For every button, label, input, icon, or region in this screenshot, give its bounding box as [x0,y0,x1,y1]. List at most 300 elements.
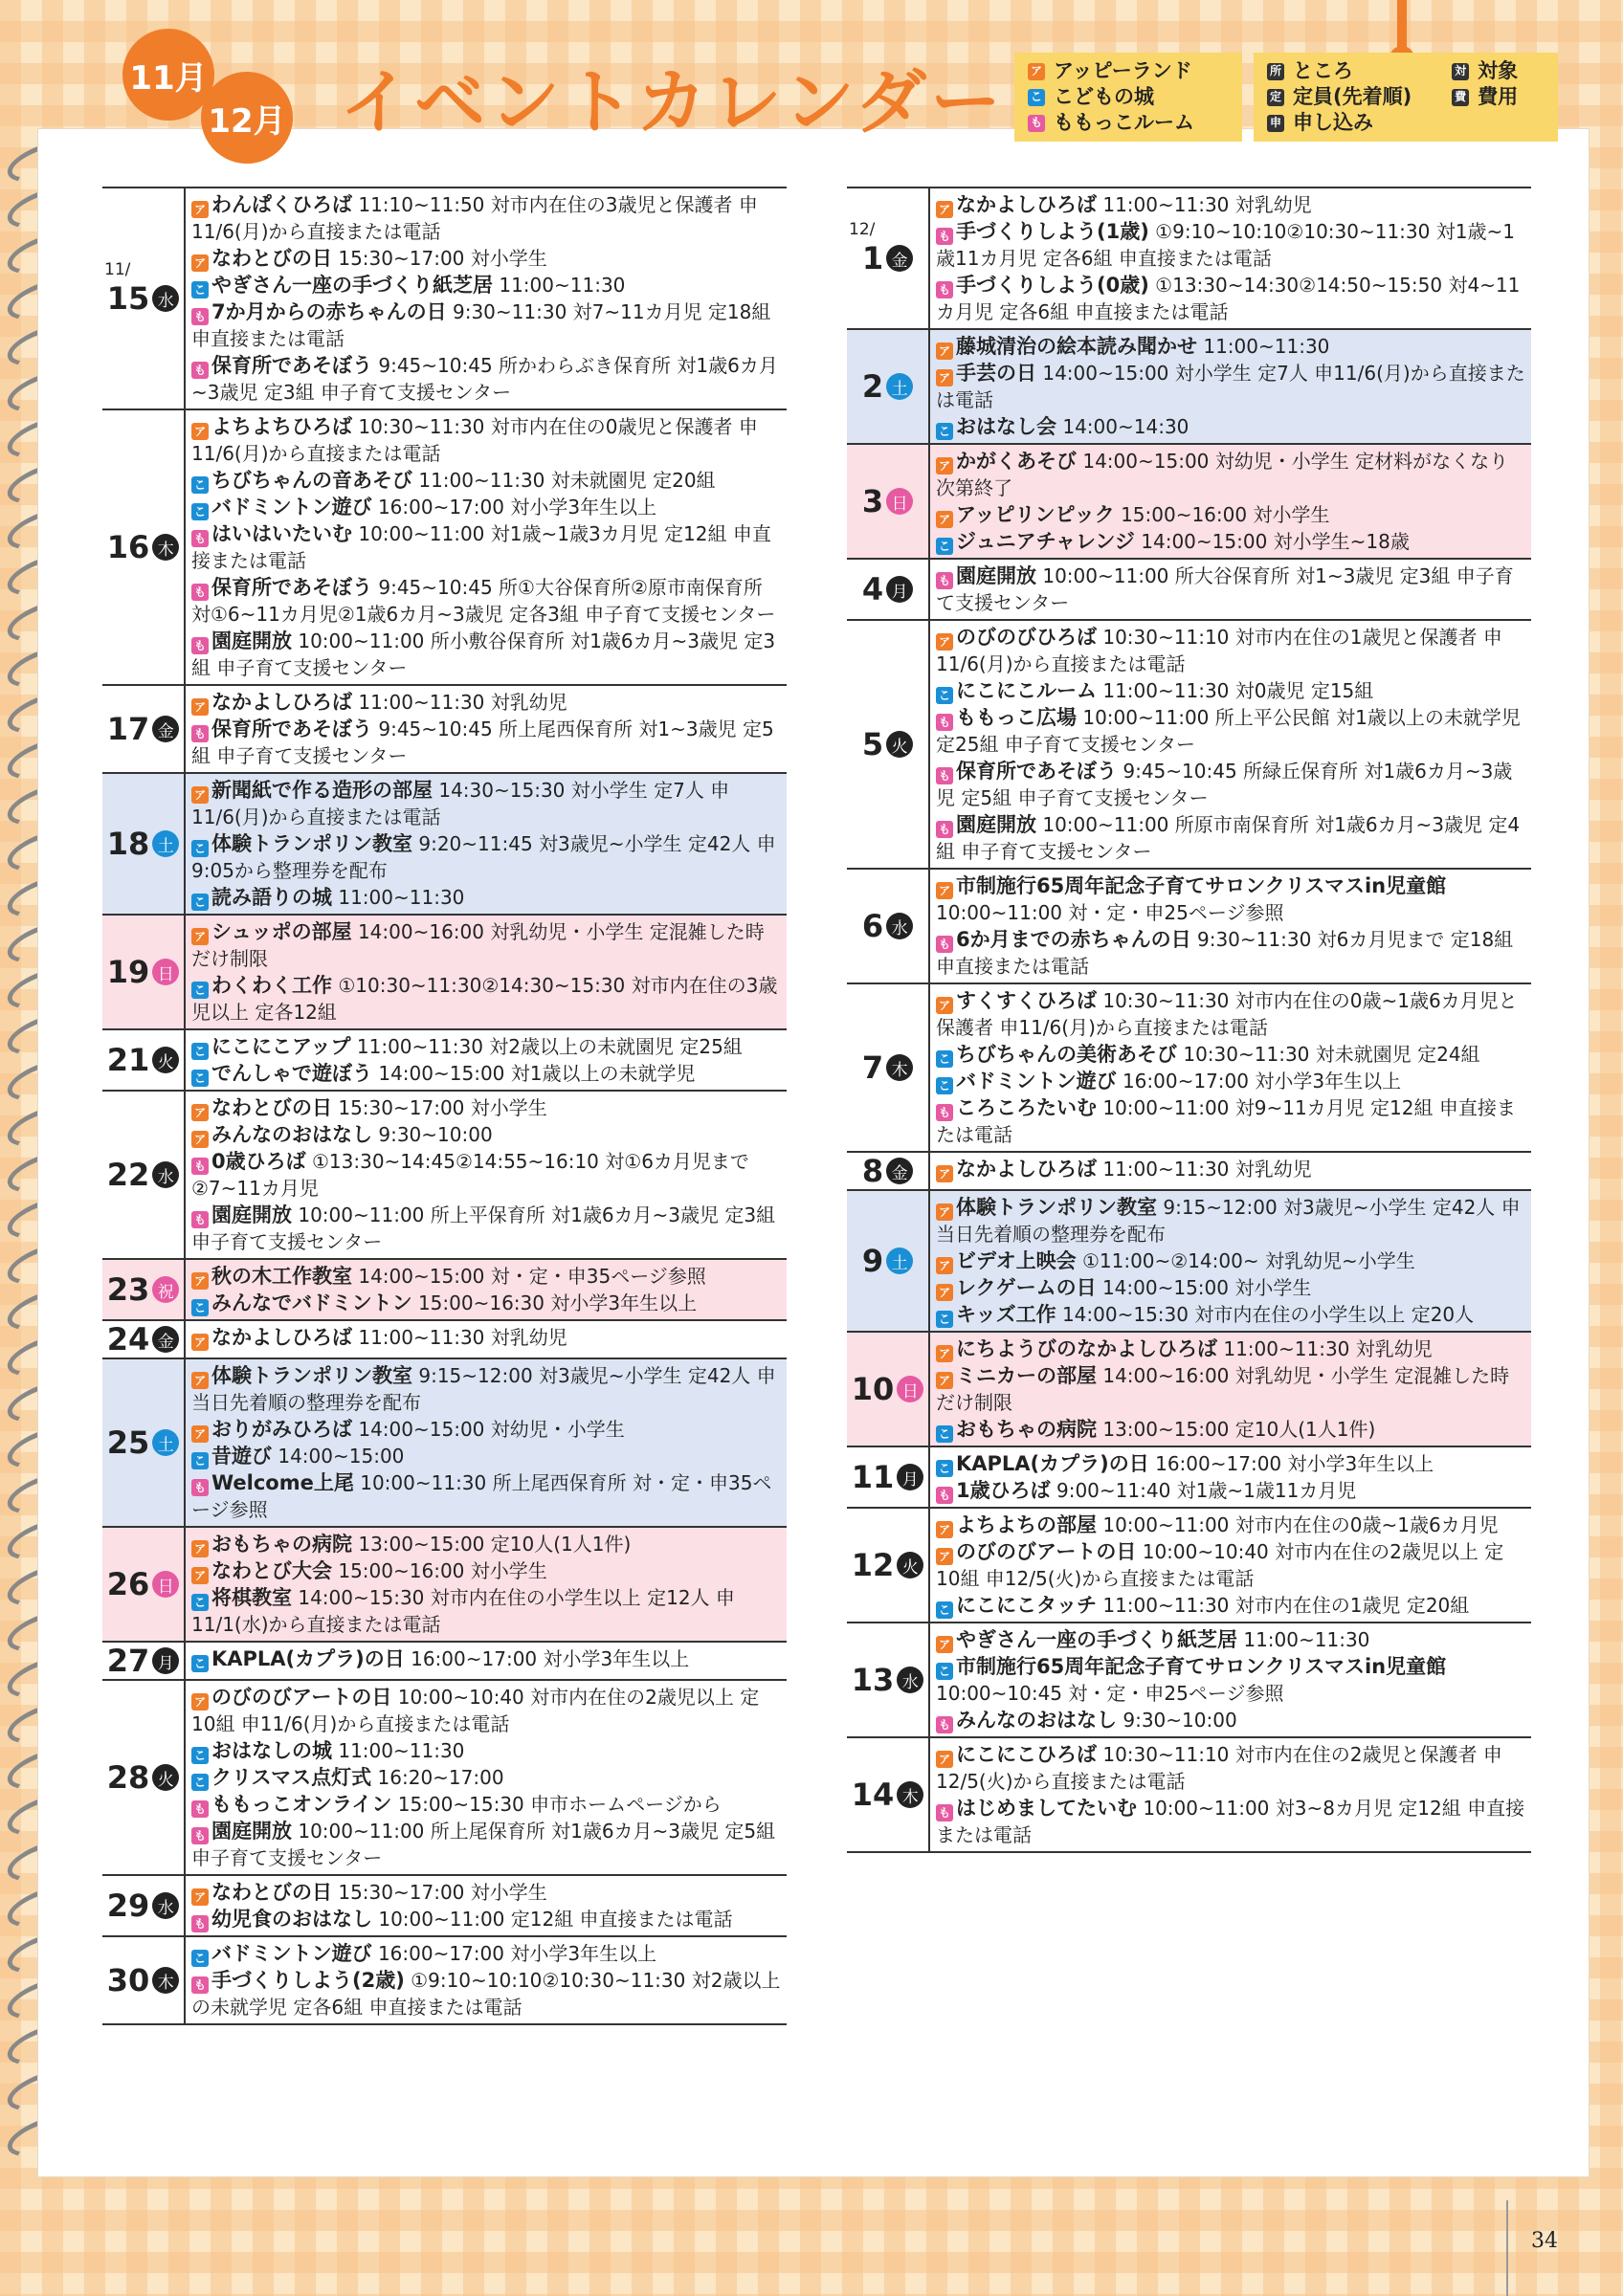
pin-icon [1397,0,1407,57]
event-name: よちよちの部屋 [956,1513,1097,1536]
event-item [191,1940,781,1967]
venue-badge: も [936,1716,953,1733]
venue-badge: も [936,281,953,298]
event-item [936,1741,1525,1795]
event-item [191,245,781,272]
abbreviation-code-badge: 所 [1267,63,1284,80]
venue-badge: ア [936,1636,953,1653]
venue-badge: ア [936,1165,953,1182]
date-cell [102,1528,184,1641]
event-name: アッピリンピック [956,503,1115,526]
event-item [191,520,781,574]
day-number: 13 [851,1662,895,1698]
venue-badge: ア [936,1345,953,1362]
event-detail: 13:00~15:00 定10人(1人1件) [358,1533,632,1556]
day-number: 26 [106,1566,150,1602]
event-detail: 11:00~11:30 対0歳児 定15組 [1102,679,1374,702]
event-name: なかよしひろば [211,1326,352,1349]
event-item [936,926,1525,980]
event-item [191,918,781,972]
event-item [936,1416,1525,1443]
event-detail: ①10:30~11:30②14:30~15:30 対市内在住の3歳児以上 定各12組 [191,974,778,1024]
event-detail: 9:00~11:40 対1歳~1歳11カ月児 [1056,1479,1357,1502]
weekday-badge: 土 [886,373,913,400]
event-detail: 15:30~17:00 対小学生 [338,1096,547,1119]
event-detail: 10:00~11:00 対・定・申25ページ参照 [936,901,1284,924]
event-item [936,360,1525,413]
date-cell [102,774,184,914]
venue-badge: ア [936,1372,953,1389]
event-detail: 11:00~11:30 対乳幼児 [358,1326,567,1349]
abbreviation-label: 費用 [1478,85,1519,108]
venue-badge: も [191,1827,209,1844]
event-detail: 16:00~17:00 対小学3年生以上 [1122,1070,1402,1093]
venue-badge: も [191,1976,209,1994]
december-column [847,187,1531,1853]
event-detail: ①13:30~14:45②14:55~16:10 対①6カ月児まで②7~11カ月児 [191,1150,749,1200]
header [0,0,1623,144]
event-item [191,352,781,406]
weekday-badge: 日 [897,1376,923,1402]
date-cell [847,560,928,619]
event-name: 幼児食のおはなし [211,1908,372,1931]
day-number: 1 [861,240,884,276]
abbreviation-item [1452,84,1545,110]
venue-code-badge: ア [1028,63,1045,80]
event-item [191,1324,781,1351]
event-detail: 9:20~11:45 対3歳児~小学生 定42人 申9:05から整理券を配布 [191,832,776,882]
event-name: ビデオ上映会 [956,1249,1077,1272]
event-detail: 14:00~15:00 対幼児・小学生 [358,1418,625,1441]
event-detail: 10:00~11:30 所上尾西保育所 対・定・申35ページ参照 [191,1471,772,1521]
event-item [936,1477,1525,1504]
date-cell [847,445,928,558]
event-item [936,1795,1525,1848]
event-item [191,1362,781,1416]
event-item [936,872,1525,926]
venue-badge: ア [191,1334,209,1351]
venue-badge: こ [191,982,209,999]
event-item [191,413,781,467]
venue-badge: こ [191,1774,209,1791]
event-name: みんなでバドミントン [211,1292,412,1314]
venue-badge: も [191,362,209,379]
event-name: 読み語りの城 [211,886,332,909]
event-item [191,1202,781,1255]
date-cell [847,1191,928,1331]
event-list [184,1937,787,2023]
page-number: 34 [1531,2229,1558,2253]
event-name: みんなのおはなし [956,1709,1117,1732]
weekday-badge: 月 [152,1647,179,1674]
event-name: ジュニアチャレンジ [956,530,1135,553]
event-name: 将棋教室 [211,1586,292,1609]
event-name: 秋の木工作教室 [211,1265,352,1288]
event-item [191,830,781,884]
event-detail: 14:00~15:00 対・定・申35ページ参照 [358,1265,706,1288]
event-detail: 10:00~10:40 対市内在住の2歳児以上 定10組 申11/6(月)から直接または電話 [191,1686,760,1735]
event-detail: 10:00~11:00 所上平公民館 対1歳以上の未就学児 定25組 申子育て支援センター [936,706,1521,756]
event-item [191,884,781,911]
month-label: 11/ [104,260,131,279]
venue-label: こどもの城 [1054,85,1154,108]
calendar-day-row [847,868,1531,982]
venue-badge: こ [936,1663,953,1680]
event-name: 園庭開放 [956,813,1036,836]
event-item [191,1416,781,1443]
event-name: 園庭開放 [211,1203,292,1226]
venue-badge: ア [191,1372,209,1389]
event-item [936,1274,1525,1301]
calendar-day-row [847,558,1531,619]
event-name: 手づくりしよう(2歳) [211,1969,405,1992]
date-cell [102,916,184,1028]
event-name: はいはいたいむ [211,522,352,545]
event-item [936,1336,1525,1362]
event-name: すくすくひろば [956,989,1097,1012]
venue-badge: こ [936,538,953,555]
event-detail: 11:00~11:30 対市内在住の1歳児 定20組 [1102,1594,1470,1617]
venue-badge: こ [191,1452,209,1469]
weekday-badge: 金 [152,1326,179,1353]
event-item [191,777,781,830]
venue-badge: こ [936,1601,953,1619]
day-number: 27 [106,1643,150,1679]
event-item [191,716,781,769]
venue-badge: こ [936,1311,953,1328]
abbreviation-legend [1254,53,1558,142]
event-list [184,1030,787,1090]
event-name: KAPLA(カプラ)の日 [956,1452,1149,1475]
venue-badge: ア [936,882,953,899]
venue-badge: も [936,767,953,784]
event-name: はじめましてたいむ [956,1797,1137,1820]
calendar-day-row [102,772,787,914]
event-detail: 11:00~11:30 [338,1739,465,1762]
event-name: なわとび大会 [211,1559,332,1582]
event-name: でんしゃで遊ぼう [211,1062,372,1085]
date-cell [102,1260,184,1319]
event-name: おもちゃの病院 [211,1533,352,1556]
date-cell [847,188,928,328]
venue-badge: も [191,637,209,654]
event-item [191,1121,781,1148]
event-item [191,1967,781,2020]
calendar-day-row [102,1028,787,1090]
venue-badge: ア [936,369,953,386]
event-item [936,528,1525,555]
venue-badge: ア [191,254,209,272]
day-number: 11 [851,1459,895,1495]
event-name: 保育所であそぼう [211,718,372,740]
event-name: 園庭開放 [211,629,292,652]
date-cell [847,1738,928,1851]
day-number: 18 [106,826,150,862]
date-cell [102,686,184,772]
event-name: にこにこタッチ [956,1594,1097,1617]
weekday-badge: 木 [152,1967,179,1994]
venue-legend-item [1028,58,1229,84]
event-item [936,413,1525,440]
event-name: ももっこ広場 [956,706,1077,729]
venue-badge: ア [936,1521,953,1538]
event-item [936,1041,1525,1068]
event-item [191,1290,781,1316]
event-name: バドミントン遊び [211,496,372,519]
event-name: 園庭開放 [211,1820,292,1843]
event-list [184,1260,787,1319]
event-detail: 10:00~11:00 対1歳~1歳3カ月児 定12組 申直接または電話 [191,522,771,572]
venue-badge: も [936,572,953,589]
event-detail: 16:20~17:00 [377,1766,504,1789]
event-list [928,621,1531,868]
event-detail: ①11:00~②14:00~ 対乳幼児~小学生 [1081,1249,1415,1272]
event-name: おはなし会 [956,415,1056,438]
venue-badge: ア [936,511,953,528]
event-detail: 16:00~17:00 対小学3年生以上 [1155,1452,1434,1475]
event-name: おはなしの城 [211,1739,332,1762]
weekday-badge: 金 [886,1158,913,1184]
event-name: シュッポの部屋 [211,920,352,943]
venue-badge: ア [936,997,953,1014]
event-name: やぎさん一座の手づくり紙芝居 [211,274,493,297]
date-cell [102,1092,184,1258]
event-list [184,916,787,1028]
event-name: おもちゃの病院 [956,1418,1097,1441]
venue-badge: こ [191,1070,209,1087]
abbreviation-label: ところ [1293,59,1353,82]
event-item [936,1094,1525,1148]
venue-badge: も [191,1800,209,1818]
event-detail: 10:30~11:10 対市内在住の2歳児と保護者 申12/5(火)から直接または電話 [936,1743,1502,1793]
event-name: Welcome上尾 [211,1471,354,1494]
event-detail: 11:00~11:30 [1203,335,1330,358]
event-name: クリスマス点灯式 [211,1766,372,1789]
event-name: なわとびの日 [211,1881,332,1904]
event-item [936,272,1525,325]
event-detail: 10:30~11:30 対市内在住の0歳~1歳6カ月児と保護者 申11/6(月)から直接または電話 [936,989,1518,1039]
day-number: 7 [861,1049,884,1086]
event-name: ミニカーの部屋 [956,1364,1097,1387]
calendar-day-row [102,408,787,684]
event-item [191,1033,781,1060]
calendar-day-row [847,982,1531,1151]
date-cell [102,410,184,684]
weekday-badge: 水 [152,1892,179,1919]
event-detail: 15:00~15:30 申市ホームページから [397,1793,722,1816]
venue-badge: こ [191,281,209,298]
event-name: なかよしひろば [211,691,352,714]
date-cell [847,330,928,443]
day-number: 16 [106,529,150,565]
abbreviation-code-badge: 費 [1452,89,1469,106]
event-name: のびのびひろば [956,626,1097,649]
event-detail: 11:00~11:30 対乳幼児 [1102,1158,1312,1181]
event-item [936,1626,1525,1653]
event-detail: 9:45~10:45 所①大谷保育所②原市南保育所 対①6~11カ月児②1歳6カ月~3歳児 定各3組 申子育て支援センター [191,576,776,626]
abbreviation-label: 定員(先着順) [1293,85,1412,108]
event-detail: 10:00~11:00 所上尾保育所 対1歳6カ月~3歳児 定5組 申子育て支援センター [191,1820,776,1869]
event-name: わくわく工作 [211,974,332,997]
event-detail: 10:00~11:00 所大谷保育所 対1~3歳児 定3組 申子育て支援センター [936,564,1514,614]
event-list [928,1738,1531,1851]
event-item [191,1469,781,1523]
event-list [184,1359,787,1526]
venue-badge: ア [936,1548,953,1565]
event-name: 体験トランポリン教室 [211,1364,412,1387]
venue-badge: こ [191,1594,209,1611]
event-list [184,1321,787,1358]
event-detail: ①9:10~10:10②10:30~11:30 対1歳~1歳11カ月児 定各6組 申直接または電話 [936,220,1515,270]
date-cell [102,1321,184,1358]
event-list [184,1528,787,1641]
event-detail: 9:30~11:30 対6カ月児まで 定18組 申直接または電話 [936,928,1514,978]
event-list [928,1191,1531,1331]
day-number: 10 [851,1371,895,1407]
event-detail: 11:00~11:30 対2歳以上の未就園児 定25組 [356,1035,743,1058]
event-name: にこにこひろば [956,1743,1097,1766]
event-list [184,410,787,684]
event-name: 藤城清治の絵本読み聞かせ [956,335,1197,358]
venue-badge: ア [191,1567,209,1584]
event-detail: 9:15~12:00 対3歳児~小学生 定42人 申当日先着順の整理券を配布 [936,1196,1521,1246]
event-list [184,188,787,408]
venue-badge: こ [191,1043,209,1060]
event-item [936,1653,1525,1707]
weekday-badge: 金 [886,245,913,272]
event-item [936,1068,1525,1094]
date-cell [102,1876,184,1935]
venue-badge: ア [191,1888,209,1906]
abbreviation-item [1267,58,1438,84]
event-detail: 10:00~11:00 所原市南保育所 対1歳6カ月~3歳児 定4組 申子育て支援センター [936,813,1521,863]
venue-legend [1014,53,1242,142]
venue-badge: も [936,1104,953,1121]
calendar-day-row [102,187,787,408]
event-item [191,628,781,681]
calendar-day-row [847,619,1531,868]
event-detail: 15:00~16:00 対小学生 [338,1559,547,1582]
venue-badge: ア [191,1425,209,1443]
event-item [936,218,1525,272]
venue-badge: も [191,530,209,547]
day-number: 17 [106,711,150,747]
event-detail: 11:00~11:30 [499,274,626,297]
month-label: 12/ [849,220,876,239]
calendar-day-row [847,1151,1531,1189]
event-item [191,1645,781,1672]
calendar-day-row [102,1526,787,1641]
day-number: 24 [106,1321,150,1358]
venue-badge: ア [191,1131,209,1148]
event-detail: 14:00~15:00 対小学生 [1101,1276,1312,1299]
event-detail: 11:00~11:30 対乳幼児 [1223,1337,1433,1360]
event-name: 体験トランポリン教室 [956,1196,1157,1219]
event-list [928,984,1531,1151]
event-list [928,1509,1531,1622]
weekday-badge: 水 [886,913,913,939]
venue-badge: ア [191,1272,209,1290]
abbreviation-label: 対象 [1478,59,1519,82]
venue-badge: も [191,308,209,325]
event-name: キッズ工作 [956,1303,1056,1326]
venue-badge: こ [936,423,953,440]
event-name: なわとびの日 [211,247,332,270]
venue-badge: ア [191,786,209,804]
date-cell [847,1447,928,1507]
date-cell [847,984,928,1151]
event-detail: 11:00~11:30 [1243,1628,1370,1651]
event-list [928,1623,1531,1736]
event-detail: 11:10~11:50 対市内在住の3歳児と保護者 申11/6(月)から直接または電話 [191,193,758,243]
event-item [191,1148,781,1202]
event-list [928,330,1531,443]
event-name: にこにこアップ [211,1035,351,1058]
date-cell [102,1030,184,1090]
weekday-badge: 木 [886,1054,913,1081]
event-item [936,1512,1525,1538]
abbreviation-code-badge: 定 [1267,89,1284,106]
event-detail: 9:30~11:30 対7~11カ月児 定18組 申直接または電話 [191,300,771,350]
event-name: 手づくりしよう(1歳) [956,220,1149,243]
venue-badge: も [191,1915,209,1932]
event-name: のびのびアートの日 [956,1540,1137,1563]
event-detail: 14:00~15:00 [278,1445,405,1468]
calendar-day-row [847,1331,1531,1446]
event-item [936,1538,1525,1592]
event-item [191,1557,781,1584]
event-detail: 10:30~11:30 対未就園児 定24組 [1183,1043,1480,1066]
calendar-day-row [847,1507,1531,1622]
event-name: KAPLA(カプラ)の日 [211,1647,405,1670]
month-badge-november: 11月 [122,29,214,121]
abbreviation-label: 申し込み [1293,111,1373,134]
day-number: 4 [861,571,884,607]
event-name: 市制施行65周年記念子育てサロンクリスマスin児童館 [956,1655,1447,1678]
event-item [936,563,1525,616]
event-detail: 10:00~11:00 所上平保育所 対1歳6カ月~3歳児 定3組 申子育て支援センター [191,1203,776,1253]
event-detail: 14:00~15:00 対幼児・小学生 定材料がなくなり次第終了 [936,450,1509,499]
event-detail: 15:30~17:00 対小学生 [338,1881,547,1904]
event-detail: 9:45~10:45 所上尾西保育所 対1~3歳児 定5組 申子育て支援センター [191,718,774,767]
event-detail: 11:00~11:30 対未就園児 定20組 [418,469,716,492]
day-number: 19 [106,954,150,990]
venue-badge: こ [936,1425,953,1443]
venue-legend-item [1028,110,1229,136]
venue-badge: も [936,714,953,731]
event-name: にちようびのなかよしひろば [956,1337,1217,1360]
event-detail: 15:30~17:00 対小学生 [338,247,547,270]
day-number: 9 [861,1243,884,1279]
weekday-badge: 火 [152,1047,179,1073]
event-item [936,704,1525,758]
event-name: 保育所であそぼう [211,354,372,377]
event-detail: 9:45~10:45 所緑丘保育所 対1歳6カ月~3歳児 定5組 申子育て支援センター [936,760,1513,809]
event-detail: ①13:30~14:30②14:50~15:50 対4~11カ月児 定各6組 申直接または電話 [936,274,1521,323]
venue-badge: も [936,821,953,838]
day-number: 23 [106,1271,150,1308]
day-number: 28 [106,1759,150,1796]
venue-badge: こ [191,476,209,494]
date-cell [847,1153,928,1189]
venue-label: ももっこルーム [1054,111,1194,134]
event-list [928,188,1531,328]
event-name: なかよしひろば [956,193,1097,216]
venue-badge: も [936,1804,953,1821]
event-list [184,1643,787,1679]
venue-badge: も [191,1211,209,1228]
event-name: 7か月からの赤ちゃんの日 [211,300,447,323]
